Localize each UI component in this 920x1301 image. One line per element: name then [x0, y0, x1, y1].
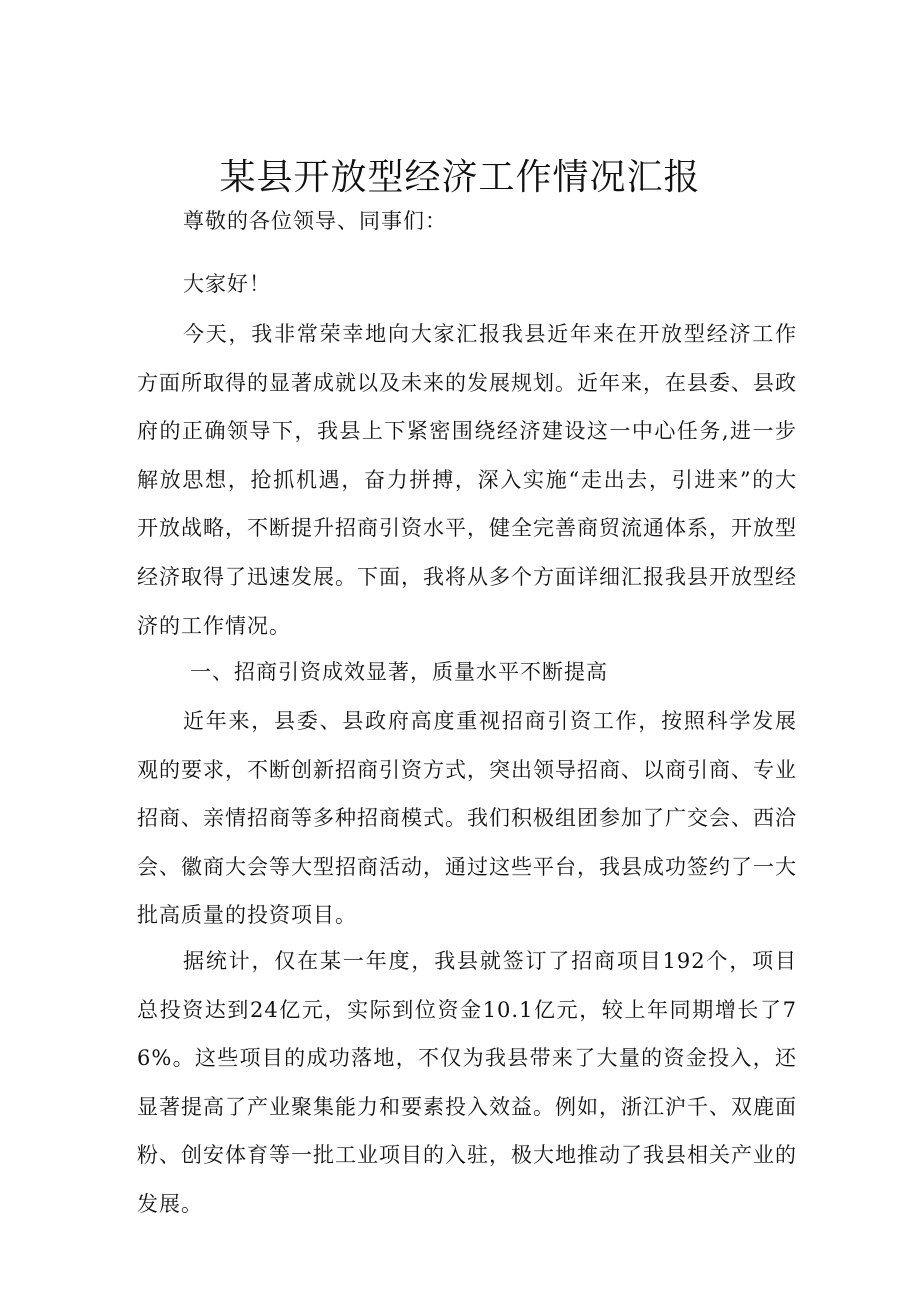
section-1-paragraph-2: 据统计，仅在某一年度，我县就签订了招商项目192个，项目总投资达到24亿元，实际到位资金10.1亿元，较上年同期增长了76%。这些项目的成功落地，不仅为我县带来了大量的资金投入，还显著提高了产业聚集能力和要素投入效益。例如，浙江沪千、双鹿面粉、创安体育等一批工业项目的入驻，极大地推动了我县相关产业的发展。: [137, 949, 797, 1216]
section-1-paragraph-1: 近年来，县委、县政府高度重视招商引资工作，按照科学发展观的要求，不断创新招商引资方式，突出领导招商、以商引商、专业招商、亲情招商等多种招商模式。我们积极组团参加了广交会、西洽会、徽商大会等大型招商活动，通过这些平台，我县成功签约了一大批高质量的投资项目。: [137, 709, 797, 928]
section-1-heading: 一、招商引资成效显著，质量水平不断提高: [190, 660, 608, 684]
greeting: 大家好！: [183, 272, 271, 296]
intro-paragraph: 今天，我非常荣幸地向大家汇报我县近年来在开放型经济工作方面所取得的显著成就以及未来的发展规划。近年来，在县委、县政府的正确领导下，我县上下紧密围绕经济建设这一中心任务,进一步解放思想，抢抓机遇，奋力拼搏，深入实施“走出去，引进来”的大开放战略，不断提升招商引资水平，健全完善商贸流通体系，开放型经济取得了迅速发展。下面，我将从多个方面详细汇报我县开放型经济的工作情况。: [137, 322, 797, 638]
document-title: 某县开放型经济工作情况汇报: [219, 157, 701, 198]
salutation: 尊敬的各位领导、同事们：: [183, 209, 447, 233]
